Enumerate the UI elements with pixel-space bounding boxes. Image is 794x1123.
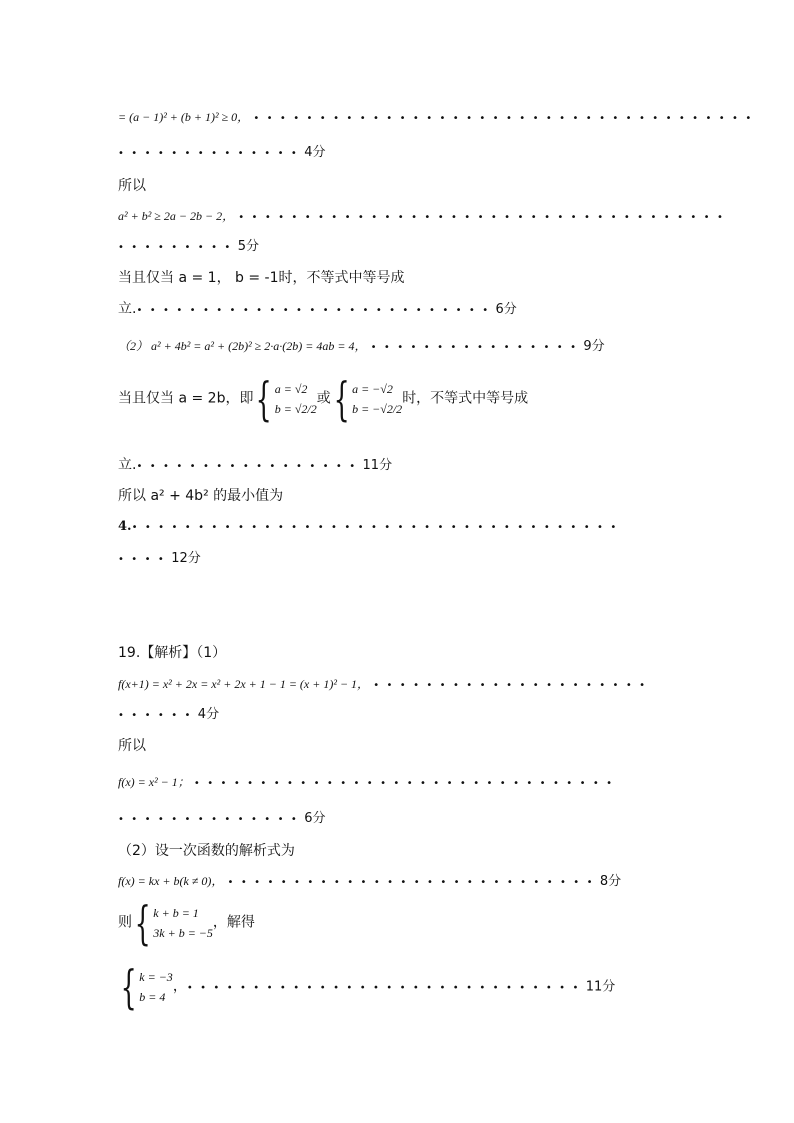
text: 4.	[118, 519, 132, 534]
left-brace: {	[120, 960, 137, 1014]
leader-dots: ••••••••••••••••	[370, 342, 584, 353]
score: 5分	[237, 239, 259, 254]
text: （2）设一次函数的解析式为	[118, 843, 295, 859]
line-11	[118, 487, 283, 505]
case-system	[139, 967, 173, 1007]
line-5	[118, 238, 259, 257]
leader-dots: •••••••••••••••••••••••••••••••••••••	[238, 212, 731, 223]
score: 6分	[495, 302, 517, 317]
score: 6分	[304, 811, 326, 826]
leader-dots: ••••••••••••••••••••••••••••••	[186, 982, 586, 994]
text: 所以	[118, 738, 146, 754]
score: 11分	[585, 979, 616, 995]
leader-dots: •••••••••••••••••••••	[373, 680, 653, 691]
text: 所以	[118, 178, 146, 194]
leader-dots: ••••••••••••••••••••••••••••••••••••••	[253, 113, 759, 124]
math-expression: = (a − 1)² + (b + 1)² ≥ 0，	[118, 110, 250, 124]
line-7	[118, 300, 517, 320]
math-expression: a² + b² ≥ 2a − 2b − 2，	[118, 209, 235, 223]
text: ，	[172, 978, 187, 995]
score: 9分	[583, 339, 605, 354]
line-9	[118, 372, 529, 426]
text: 立.	[118, 457, 137, 473]
line-16	[118, 706, 219, 725]
case-system-2	[352, 379, 402, 419]
math-expression: （2） a² + 4b² = a² + (2b)² ≥ 2·a·(2b) = 4ab = 4，	[118, 339, 367, 353]
leader-dots: ••••••	[118, 710, 198, 721]
left-brace: {	[134, 896, 151, 950]
leader-dots: •••••••••••••••••••••••••••••••••••••	[131, 522, 624, 533]
line-19	[118, 810, 325, 829]
text: 当且仅当 a = 1， b = -1时，不等式中等号成	[118, 270, 405, 286]
text: ，解得	[212, 914, 255, 931]
case-row: b = −√2/2	[352, 402, 403, 416]
math-expression: f(x) = x² − 1；	[118, 775, 190, 789]
case-row: a = −√2	[352, 382, 393, 396]
math-expression: f(x+1) = x² + 2x = x² + 2x + 1 − 1 = (x + 1)² − 1，	[118, 677, 370, 691]
case-system	[153, 903, 213, 943]
line-1	[118, 108, 759, 128]
case-row: b = 4	[139, 990, 166, 1004]
line-15	[118, 675, 652, 695]
left-brace: {	[333, 372, 350, 426]
case-row: k + b = 1	[153, 906, 199, 920]
case-row: k = −3	[139, 970, 173, 984]
text: 则	[118, 914, 132, 931]
line-4	[118, 207, 730, 227]
line-14	[118, 644, 226, 662]
line-21	[118, 872, 621, 892]
leader-dots: ••••••••••••••	[118, 148, 305, 159]
leader-dots: ••••••••••••••••••••••••••••	[227, 877, 600, 888]
score: 4分	[304, 145, 326, 160]
leader-dots: •••••••••••••••••••••••••••	[136, 305, 496, 316]
case-system-1	[275, 379, 317, 419]
line-2	[118, 144, 325, 163]
line-8	[118, 337, 605, 357]
line-12	[118, 518, 624, 537]
line-10	[118, 456, 392, 476]
leader-dots: ••••••••••••••	[118, 814, 305, 825]
section-heading: 19.【解析】（1）	[118, 645, 227, 661]
text: 所以 a² + 4b² 的最小值为	[118, 488, 284, 504]
text: 时，不等式中等号成	[402, 390, 529, 407]
score: 11分	[362, 458, 393, 473]
line-6	[118, 269, 405, 287]
line-22	[118, 896, 255, 950]
leader-dots: ••••••••••••••••••••••••••••••••	[193, 778, 620, 789]
case-row: 3k + b = −5	[153, 926, 213, 940]
text: 立.	[118, 301, 137, 317]
score: 4分	[197, 707, 220, 722]
score: 12分	[171, 551, 201, 566]
leader-dots: ••••	[118, 554, 172, 565]
left-brace: {	[256, 372, 273, 426]
score: 8分	[599, 874, 622, 889]
line-13	[118, 550, 201, 569]
line-17	[118, 737, 146, 755]
math-expression: f(x) = kx + b(k ≠ 0)，	[118, 874, 224, 888]
line-20	[118, 842, 295, 860]
leader-dots: •••••••••	[118, 242, 238, 253]
case-row: b = √2/2	[274, 402, 317, 416]
case-row: a = √2	[274, 382, 308, 396]
text: 当且仅当 a = 2b，即	[118, 390, 254, 407]
text: 或	[316, 390, 331, 407]
leader-dots: •••••••••••••••••	[136, 461, 363, 472]
line-3	[118, 177, 146, 195]
line-23	[118, 960, 616, 1014]
line-18	[118, 773, 619, 793]
